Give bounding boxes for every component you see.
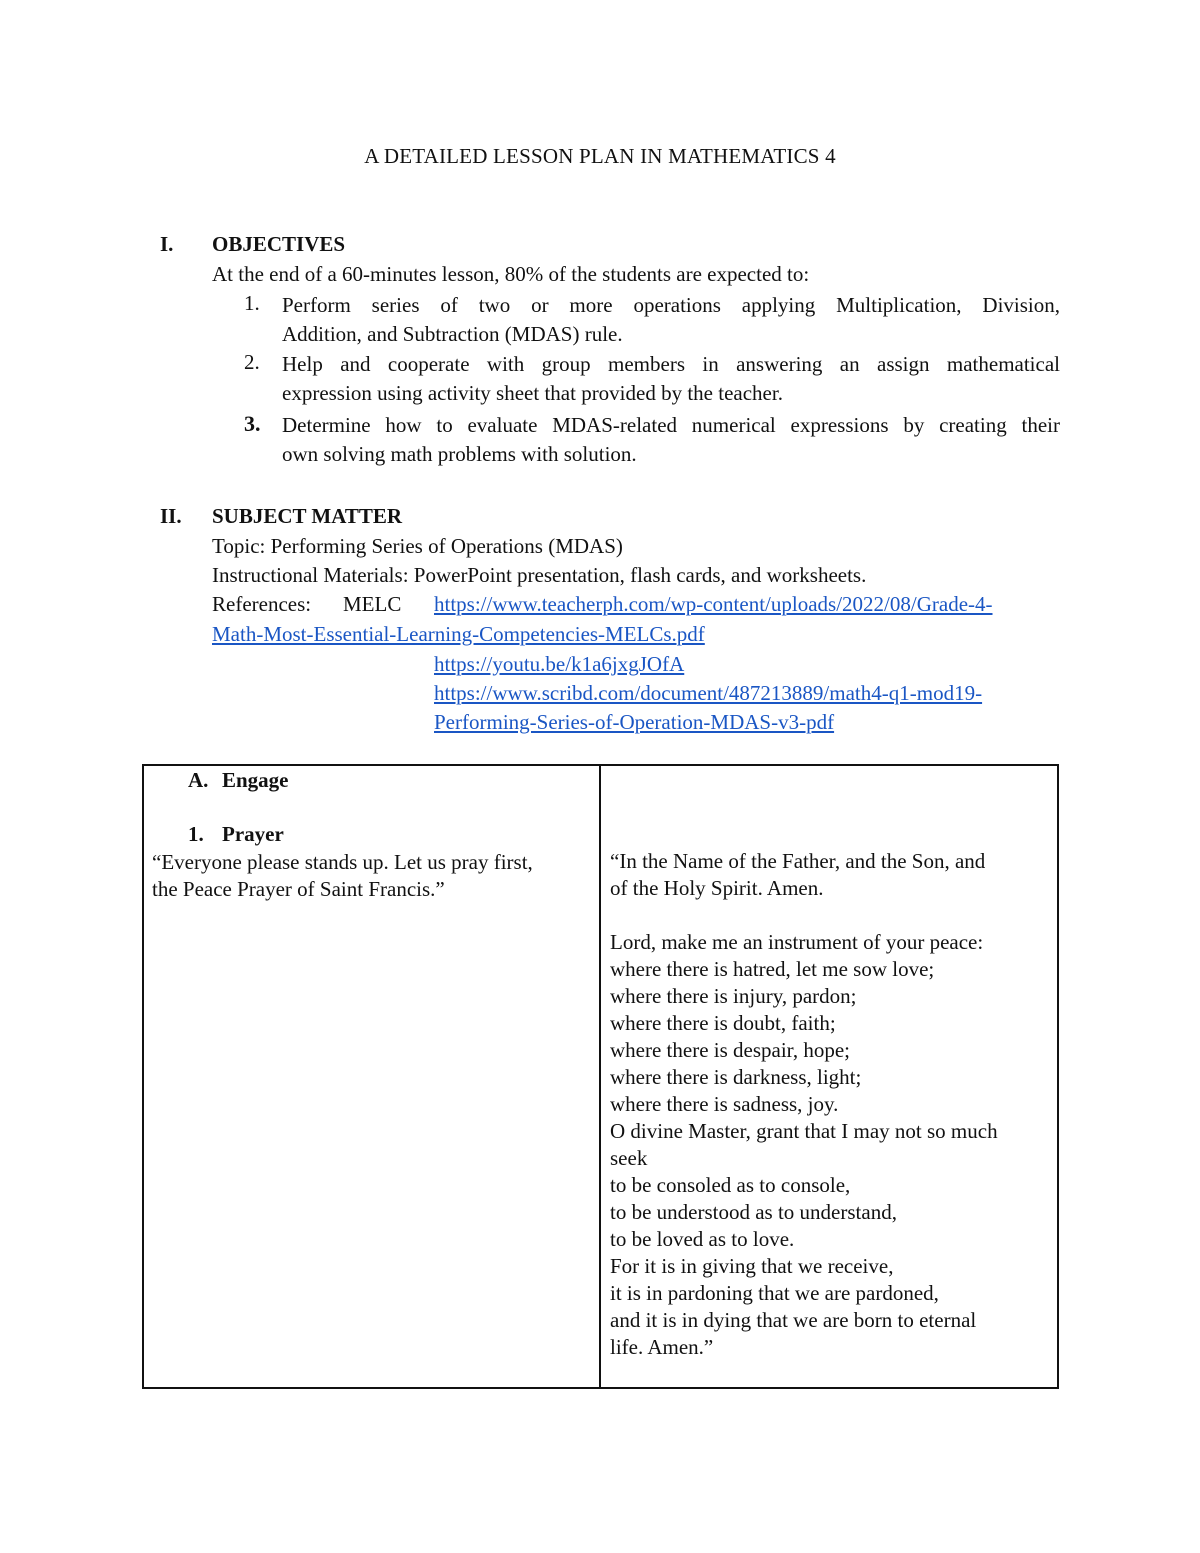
- objectives-number: I.: [160, 232, 174, 256]
- student-response-cell: [610, 848, 1050, 1361]
- prayer-line: seek: [610, 1146, 648, 1170]
- objective-text: [282, 291, 1060, 349]
- objective-line: Help and cooperate with group members in answering an assign mathematical: [282, 352, 1060, 376]
- teacher-line: the Peace Prayer of Saint Francis.”: [152, 877, 445, 901]
- prayer-line: where there is hatred, let me sow love;: [610, 957, 935, 981]
- prayer-line: where there is darkness, light;: [610, 1065, 862, 1089]
- objective-number: 2.: [244, 350, 260, 374]
- objective-line: Addition, and Subtraction (MDAS) rule.: [282, 322, 623, 346]
- prayer-line: life. Amen.”: [610, 1335, 714, 1359]
- prayer-line: Lord, make me an instrument of your peace:: [610, 930, 984, 954]
- reference-link-youtube[interactable]: https://youtu.be/k1a6jxgJOfA: [434, 652, 685, 676]
- prayer-line: where there is injury, pardon;: [610, 984, 857, 1008]
- engage-title: Engage: [222, 768, 289, 792]
- references-label: References:: [212, 592, 312, 616]
- objective-number: 1.: [244, 291, 260, 315]
- prayer-line: where there is despair, hope;: [610, 1038, 850, 1062]
- prayer-line: to be consoled as to console,: [610, 1173, 851, 1197]
- prayer-line: to be loved as to love.: [610, 1227, 795, 1251]
- topic-line: Topic: Performing Series of Operations (MDAS): [212, 534, 623, 558]
- prayer-line: O divine Master, grant that I may not so much: [610, 1119, 998, 1143]
- prayer-line: [610, 902, 1050, 929]
- subject-matter-heading: SUBJECT MATTER: [212, 504, 403, 528]
- objectives-intro: At the end of a 60-minutes lesson, 80% of the students are expected to:: [212, 262, 810, 286]
- subject-matter-number: II.: [160, 504, 182, 528]
- table-column-divider: [599, 764, 601, 1389]
- prayer-title: Prayer: [222, 822, 284, 846]
- prayer-line: For it is in giving that we receive,: [610, 1254, 894, 1278]
- document-title: A DETAILED LESSON PLAN IN MATHEMATICS 4: [364, 144, 836, 168]
- objective-text: [282, 350, 1060, 408]
- objective-line: Determine how to evaluate MDAS-related numerical expressions by creating their: [282, 413, 1060, 437]
- reference-link-melc[interactable]: Math-Most-Essential-Learning-Competencies-MELCs.pdf: [212, 622, 705, 646]
- objective-line: own solving math problems with solution.: [282, 442, 637, 466]
- teacher-line: “Everyone please stands up. Let us pray first,: [152, 850, 533, 874]
- objective-line: expression using activity sheet that provided by the teacher.: [282, 381, 783, 405]
- objectives-heading: OBJECTIVES: [212, 232, 346, 256]
- prayer-line: where there is sadness, joy.: [610, 1092, 839, 1116]
- objective-line: Perform series of two or more operations applying Multiplication, Division,: [282, 293, 1060, 317]
- objective-number: 3.: [244, 411, 261, 436]
- melc-label: MELC: [343, 592, 402, 616]
- prayer-line: where there is doubt, faith;: [610, 1011, 836, 1035]
- reference-link-melc[interactable]: https://www.teacherph.com/wp-content/uploads/2022/08/Grade-4-: [434, 592, 993, 616]
- prayer-line: to be understood as to understand,: [610, 1200, 897, 1224]
- engage-label: A.: [188, 768, 209, 792]
- prayer-label: 1.: [188, 822, 204, 846]
- prayer-line: and it is in dying that we are born to eternal: [610, 1308, 977, 1332]
- prayer-line: it is in pardoning that we are pardoned,: [610, 1281, 939, 1305]
- reference-link-scribd[interactable]: https://www.scribd.com/document/487213889/math4-q1-mod19-: [434, 681, 983, 705]
- prayer-line: “In the Name of the Father, and the Son, and: [610, 849, 986, 873]
- materials-line: Instructional Materials: PowerPoint presentation, flash cards, and worksheets.: [212, 563, 867, 587]
- objective-text: [282, 411, 1060, 469]
- reference-link-scribd[interactable]: Performing-Series-of-Operation-MDAS-v3-pdf: [434, 710, 835, 734]
- prayer-line: of the Holy Spirit. Amen.: [610, 876, 824, 900]
